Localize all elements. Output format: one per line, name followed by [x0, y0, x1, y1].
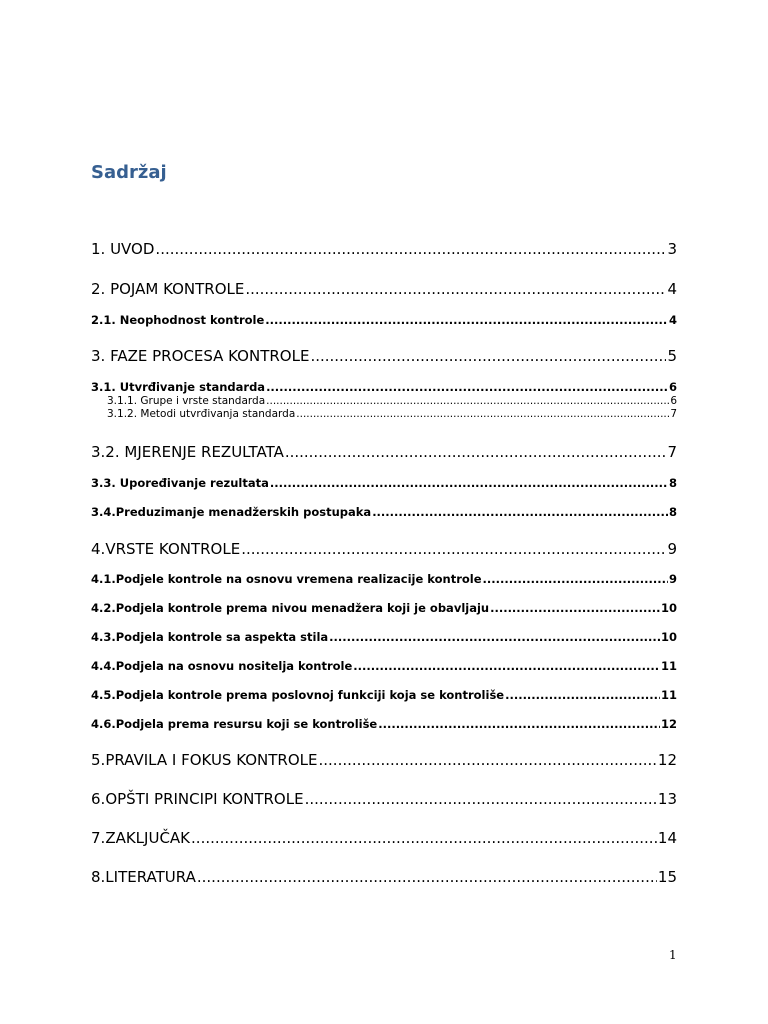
toc-entry[interactable] [91, 313, 677, 329]
toc-entry-label: 3.1. Utvrđivanje standarda [91, 380, 266, 394]
toc-entry-label: 8.LITERATURA [91, 868, 196, 886]
toc-page-number: 6 [668, 380, 677, 394]
toc-leader [353, 659, 660, 673]
toc-leader [265, 313, 668, 327]
toc-page-number: 9 [668, 572, 677, 586]
toc-entry[interactable] [91, 540, 677, 560]
toc-leader [319, 751, 657, 769]
toc-entry[interactable] [91, 630, 677, 646]
toc-entry-label: Podjela prema resursu koji se kontroliše [115, 717, 378, 731]
toc-entry[interactable] [91, 476, 677, 492]
toc-leader [305, 790, 657, 808]
toc-page-number: 13 [657, 790, 677, 808]
toc-page-number: 15 [657, 868, 677, 886]
toc-leader [155, 240, 666, 258]
toc-entry-label: 3.1.1. Grupe i vrste standarda [107, 395, 266, 407]
toc-entry-label: 3.1.2. Metodi utvrđivanja standarda [107, 408, 296, 420]
toc-entry[interactable] [91, 717, 677, 733]
toc-entry[interactable] [91, 790, 677, 810]
toc-entry-label: 2.1. Neophodnost kontrole [91, 313, 265, 327]
toc-entry[interactable] [91, 380, 677, 396]
toc-entry-label: 1. UVOD [91, 240, 155, 258]
toc-entry-label: Podjela kontrole sa aspekta stila [115, 630, 329, 644]
toc-entry-label: Podjela kontrole prema poslovnoj funkciji koja se kontroliše [115, 688, 505, 702]
toc-entry-number: 4. [91, 540, 106, 558]
toc-page-number: 4 [668, 313, 677, 327]
toc-page-number: 11 [660, 688, 677, 702]
toc-page-number: 3 [667, 240, 677, 258]
toc-entry-label: VRSTE KONTROLE [105, 540, 241, 558]
toc-entry[interactable] [91, 829, 677, 849]
toc-entry[interactable] [91, 751, 677, 771]
toc-entry-label: 3. FAZE PROCESA KONTROLE [91, 347, 310, 365]
toc-entry[interactable] [91, 347, 677, 367]
toc-entry[interactable] [91, 868, 677, 888]
toc-leader [310, 347, 666, 365]
toc-entry-number: 5. [91, 751, 106, 769]
toc-leader [490, 601, 660, 615]
toc-entry[interactable] [91, 443, 677, 463]
toc-page-number: 8 [668, 505, 677, 519]
toc-leader [372, 505, 668, 519]
toc-page-number: 14 [657, 829, 677, 847]
toc-leader [191, 829, 657, 847]
toc-leader [241, 540, 666, 558]
toc-leader [378, 717, 660, 731]
toc-leader [270, 476, 668, 490]
toc-page-number: 7 [667, 443, 677, 461]
toc-page-number: 9 [667, 540, 677, 558]
toc-page-number: 5 [667, 347, 677, 365]
page-title: Sadržaj [91, 162, 167, 183]
toc-entry[interactable] [91, 688, 677, 704]
toc-leader [266, 395, 669, 407]
toc-entry-label: Podjela kontrole prema nivou menadžera koji je obavljaju [115, 601, 490, 615]
toc-page-number: 8 [668, 476, 677, 490]
toc-page-number: 10 [660, 630, 677, 644]
toc-entry-number: 4.3. [91, 630, 116, 644]
toc-page-number: 12 [657, 751, 677, 769]
toc-leader [197, 868, 657, 886]
toc-entry-label: 3.4.Preduzimanje menadžerskih postupaka [91, 505, 372, 519]
toc-page-number: 12 [660, 717, 677, 731]
toc-entry-label: 2. POJAM KONTROLE [91, 280, 245, 298]
toc-entry-label: Podjele kontrole na osnovu vremena realizacije kontrole [115, 572, 482, 586]
toc-page-number: 11 [660, 659, 677, 673]
toc-leader [483, 572, 668, 586]
toc-entry-number: 7. [91, 829, 106, 847]
toc-leader [329, 630, 660, 644]
toc-leader [245, 280, 666, 298]
toc-entry-label: Podjela na osnovu nositelja kontrole [115, 659, 353, 673]
toc-entry-number: 4.1. [91, 572, 116, 586]
toc-entry[interactable] [91, 240, 677, 260]
page-number: 1 [669, 948, 677, 962]
toc-page-number: 10 [660, 601, 677, 615]
toc-entry-number: 4.4. [91, 659, 116, 673]
toc-page-number: 7 [670, 408, 677, 420]
toc-entry-label: OPŠTI PRINCIPI KONTROLE [105, 790, 304, 808]
toc-entry-label: PRAVILA I FOKUS KONTROLE [105, 751, 318, 769]
toc-entry-number: 4.5. [91, 688, 116, 702]
toc-leader [285, 443, 667, 461]
toc-leader [296, 408, 669, 420]
toc-entry[interactable] [91, 659, 677, 675]
toc-entry-number: 6. [91, 790, 106, 808]
toc-entry-label: ZAKLJUČAK [105, 829, 191, 847]
toc-page-number: 6 [670, 395, 677, 407]
toc-entry-label: 3.3. Upoređivanje rezultata [91, 476, 269, 490]
toc-entry[interactable] [91, 505, 677, 521]
toc-entry[interactable] [91, 280, 677, 300]
toc-entry-label: 3.2. MJERENJE REZULTATA [91, 443, 284, 461]
toc-leader [505, 688, 660, 702]
toc-entry[interactable] [91, 572, 677, 588]
toc-entry[interactable] [91, 601, 677, 617]
toc-page-number: 4 [667, 280, 677, 298]
toc-entry-number: 4.2. [91, 601, 116, 615]
toc-entry[interactable] [107, 395, 677, 409]
toc-leader [266, 380, 668, 394]
toc-entry-number: 4.6. [91, 717, 116, 731]
toc-entry[interactable] [107, 408, 677, 422]
